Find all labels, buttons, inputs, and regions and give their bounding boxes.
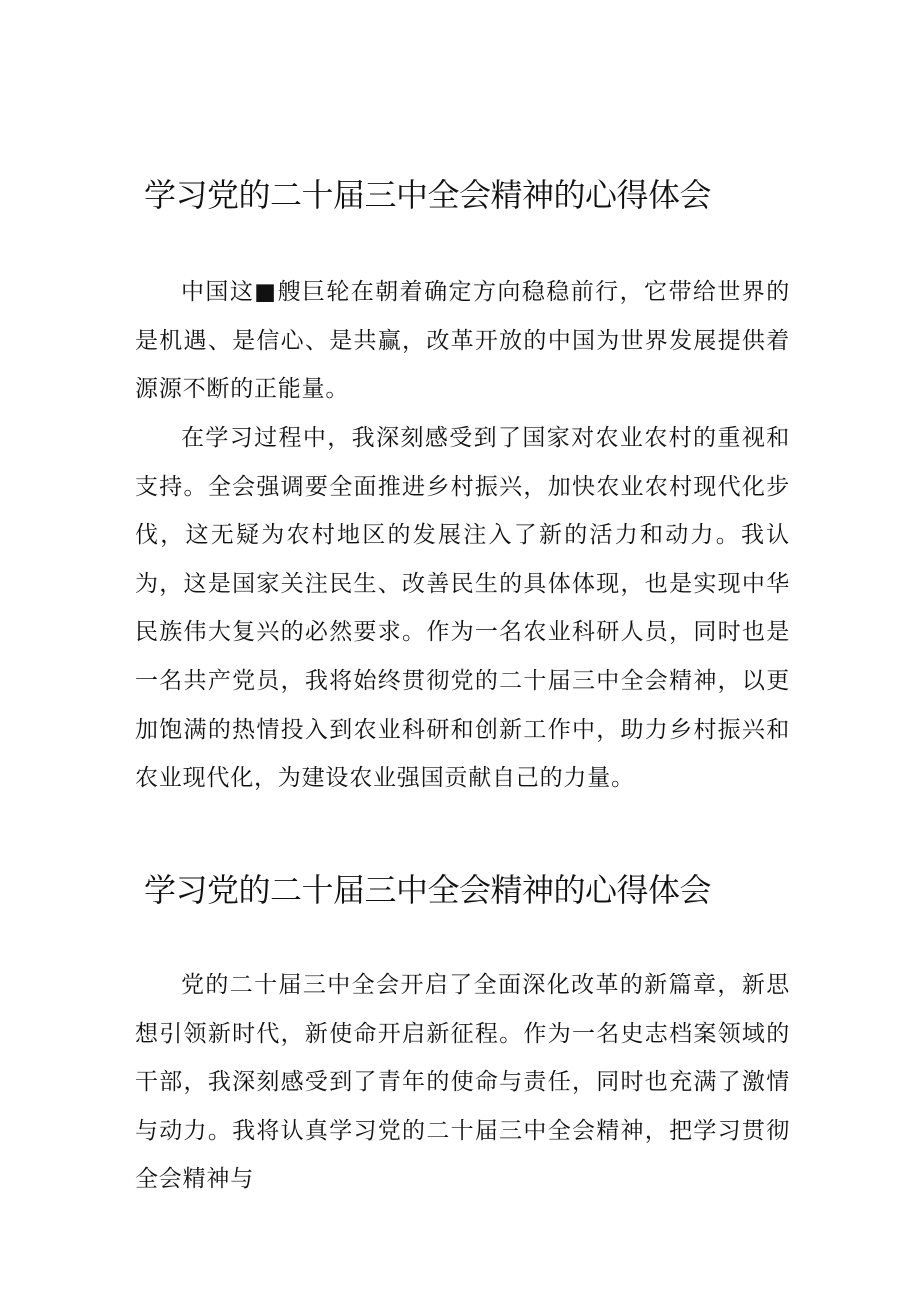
paragraph: 在学习过程中，我深刻感受到了国家对农业农村的重视和支持。全会强调要全面推进乡村振兴，加快农业农村现代化步伐，这无疑为农村地区的发展注入了新的活力和动力。我认为，这是国家关注民生、改善民生的具体体现，也是实现中华民族伟大复兴的必然要求。作为一名农业科研人员，同时也是一名共产党员，我将始终贯彻党的二十届三中全会精神，以更加饱满的热情投入到农业科研和创新工作中，助力乡村振兴和农业现代化，为建设农业强国贡献自己的力量。 [135, 425, 790, 792]
article-title: 学习党的二十届三中全会精神的心得体会 [144, 176, 712, 214]
paragraph: 党的二十届三中全会开启了全面深化改革的新篇章，新思想引领新时代，新使命开启新征程。作为一名史志档案领域的干部，我深刻感受到了青年的使命与责任，同时也充满了激情与动力。我将认真学习党的二十届三中全会精神，把学习贯彻全会精神与 [135, 972, 790, 1193]
paragraph: 中国这■艘巨轮在朝着确定方向稳稳前行，它带给世界的是机遇、是信心、是共赢，改革开放的中国为世界发展提供着源源不断的正能量。 [135, 279, 790, 403]
article-title: 学习党的二十届三中全会精神的心得体会 [144, 871, 712, 909]
